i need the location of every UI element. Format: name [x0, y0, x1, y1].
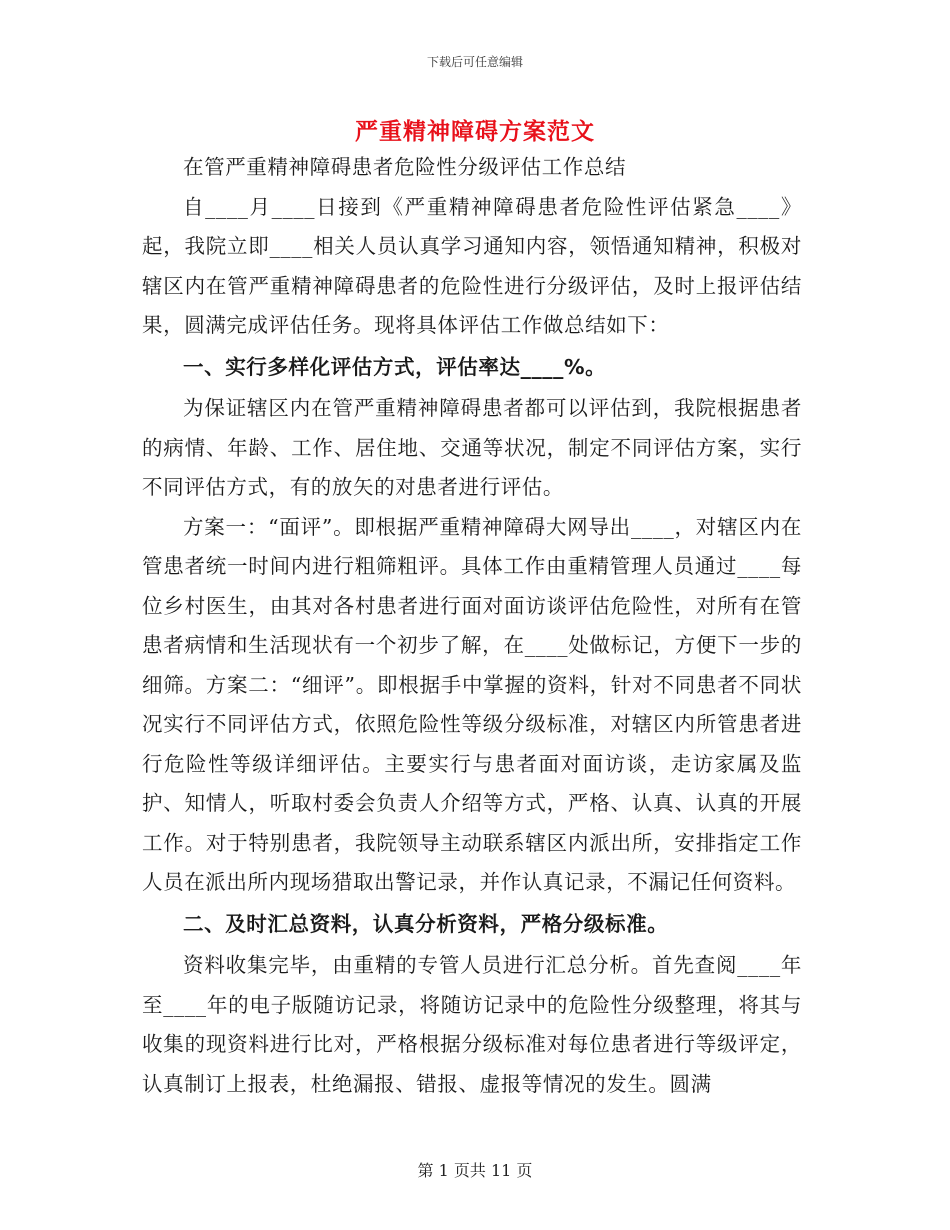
page-number: 第 1 页共 11 页: [417, 1161, 533, 1180]
paragraph-section1-intro: 为保证辖区内在管严重精神障碍患者都可以评估到，我院根据患者的病情、年龄、工作、居住地、交通等状况，制定不同评估方案，实行不同评估方式，有的放矢的对患者进行评估。: [142, 396, 802, 499]
section-heading-1: 一、实行多样化评估方式，评估率达____%。: [183, 354, 607, 379]
paragraph-intro: 自____月____日接到《严重精神障碍患者危险性评估紧急____》起，我院立即____相关人员认真学习通知内容，领悟通知精神，积极对辖区内在管严重精神障碍患者的危险性进行分级评估，及时上报评估结果，圆满完成评估任务。现将具体评估工作做总结如下：: [142, 194, 802, 337]
paragraph-section1-plans: 方案一：“面评”。即根据严重精神障碍大网导出____，对辖区内在管患者统一时间内进行粗筛粗评。具体工作由重精管理人员通过____每位乡村医生，由其对各村患者进行面对面访谈评估危险性，对所有在管患者病情和生活现状有一个初步了解，在____处做标记，方便下一步的细筛。方案二：“细评”。即根据手中掌握的资料，针对不同患者不同状况实行不同评估方式，依照危险性等级分级标准，对辖区内所管患者进行危险性等级详细评估。主要实行与患者面对面访谈，走访家属及监护、知情人，听取村委会负责人介绍等方式，严格、认真、认真的开展工作。对于特别患者，我院领导主动联系辖区内派出所，安排指定工作人员在派出所内现场猎取出警记录，并作认真记录，不漏记任何资料。: [142, 514, 802, 894]
paragraph-summary-title: 在管严重精神障碍患者危险性分级评估工作总结: [183, 155, 627, 179]
paragraph-section2: 资料收集完毕，由重精的专管人员进行汇总分析。首先查阅____年至____年的电子版随访记录，将随访记录中的危险性分级整理，将其与收集的现资料进行比对，严格根据分级标准对每位患者进行等级评定，认真制订上报表，杜绝漏报、错报、虚报等情况的发生。圆满: [142, 953, 802, 1096]
document-title: 严重精神障碍方案范文: [355, 119, 595, 145]
document-body: [142, 148, 802, 1104]
section-heading-2: 二、及时汇总资料，认真分析资料，严格分级标准。: [183, 911, 669, 936]
header-note: 下载后可任意编辑: [426, 55, 523, 69]
